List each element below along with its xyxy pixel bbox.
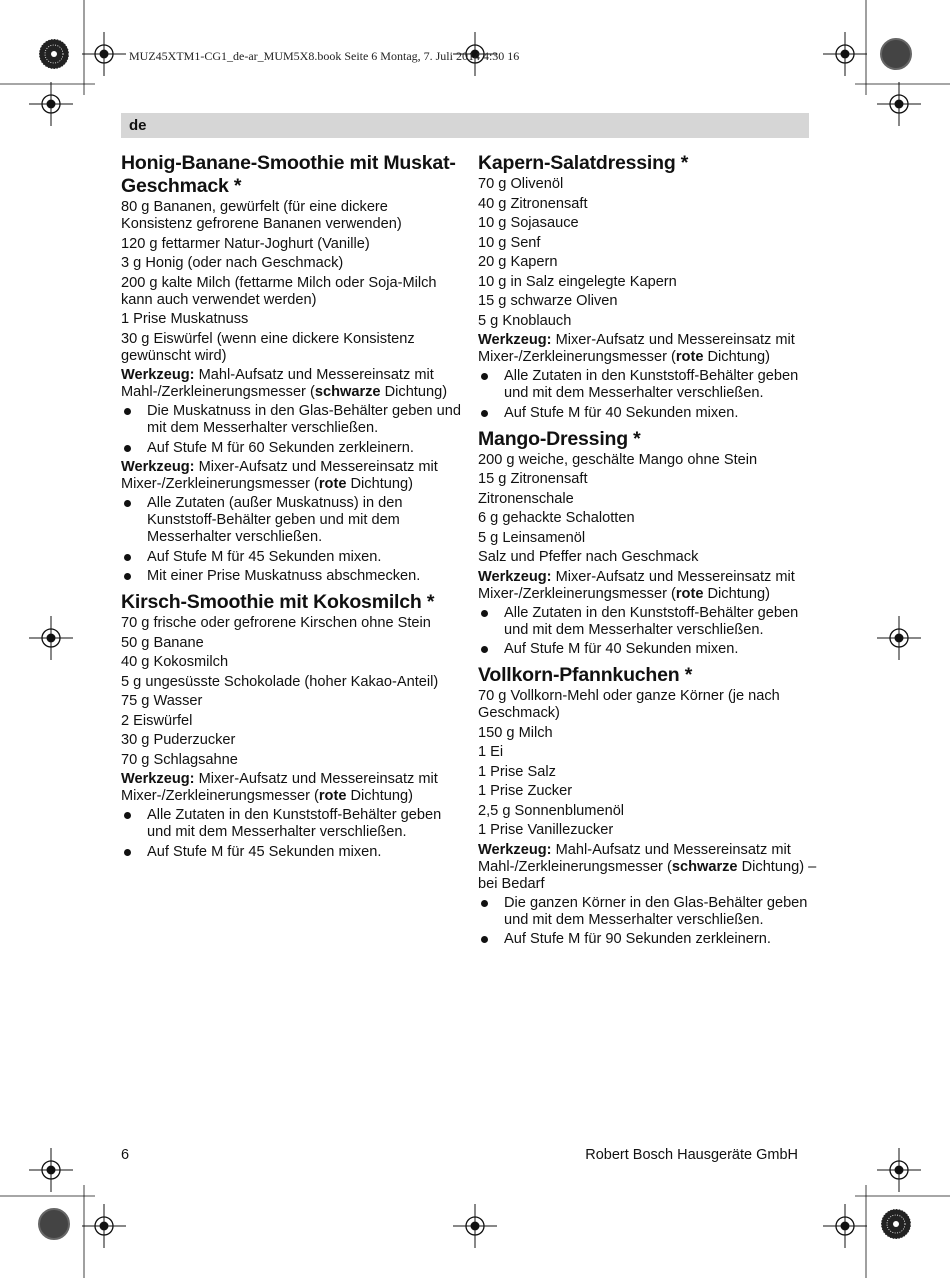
language-label: de [129, 117, 147, 134]
ingredient-line: Zitronenschale [478, 490, 574, 507]
ingredient-line: 10 g in Salz eingelegte Kapern [478, 273, 677, 290]
tool-text: Mixer-Aufsatz und Messereinsatz mit Mixer-/Zerkleinerungsmesser ( [121, 771, 438, 804]
ingredient-line: 2,5 g Sonnenblumenöl [478, 802, 625, 819]
ingredient-line: 40 g Kokosmilch [121, 654, 229, 670]
seal-color: rote [318, 788, 347, 804]
tool-label: Werkzeug: [121, 367, 195, 383]
ingredient-line: 1 Prise Vanillezucker [478, 822, 614, 838]
ingredient-line: 70 g Schlagsahne [121, 751, 238, 768]
seal-color: rote [675, 349, 704, 365]
ingredient-line: 3 g Honig (oder nach Geschmack) [121, 255, 344, 271]
recipe-title: Kirsch-Smoothie mit Kokosmilch * [121, 591, 435, 613]
tool-instruction [478, 842, 818, 893]
step-list [121, 495, 461, 585]
tool-text: Mixer-Aufsatz und Messereinsatz mit Mixer-/Zerkleinerungsmesser ( [121, 459, 438, 492]
ingredient-line: 40 g Zitronensaft [478, 195, 588, 212]
step-item: Auf Stufe M für 45 Sekunden mixen. [121, 549, 461, 566]
ingredient-line: 20 g Kapern [478, 254, 558, 270]
ingredient-line: 1 Prise Salz [478, 763, 556, 780]
tool-label: Werkzeug: [478, 332, 552, 348]
tool-label: Werkzeug: [478, 568, 552, 585]
ingredient-line: 200 g weiche, geschälte Mango ohne Stein [478, 451, 758, 468]
ingredient-line: 1 Prise Zucker [478, 783, 573, 799]
ingredient-line: 10 g Senf [478, 234, 541, 251]
tool-text: Mahl-Aufsatz und Messereinsatz mit Mahl-/Zerkleinerungsmesser ( [121, 367, 434, 400]
step-list [121, 403, 461, 457]
step-item: Alle Zutaten (außer Muskatnuss) in den Kunststoff-Behälter geben und mit dem Messerhalter verschließen. [121, 495, 461, 546]
step-item: Alle Zutaten in den Kunststoff-Behälter geben und mit dem Messerhalter verschließen. [478, 368, 818, 402]
ingredient-line: 70 g frische oder gefrorene Kirschen ohne Stein [121, 615, 431, 631]
ingredient-line: 30 g Eiswürfel (wenn eine dickere Konsistenz gewünscht wird) [121, 330, 415, 364]
tool-text: Mahl-Aufsatz und Messereinsatz mit Mahl-/Zerkleinerungsmesser ( [478, 841, 791, 875]
step-item: Die Muskatnuss in den Glas-Behälter geben und mit dem Messerhalter verschließen. [121, 403, 461, 437]
recipe-title: Kapern-Salatdressing * [478, 152, 689, 174]
recipe-title: Vollkorn-Pfannkuchen * [478, 664, 693, 686]
tool-instruction [478, 332, 818, 366]
tool-text-end: Dichtung) [346, 788, 413, 804]
ingredient-line: 70 g Olivenöl [478, 176, 564, 192]
tool-text-end: Dichtung) [346, 476, 413, 492]
tool-text-end: Dichtung) [703, 349, 770, 365]
step-item: Auf Stufe M für 45 Sekunden mixen. [121, 844, 461, 861]
tool-text-end: Dichtung) [703, 585, 770, 602]
step-item: Auf Stufe M für 40 Sekunden mixen. [478, 405, 818, 422]
ingredient-line: 5 g ungesüsste Schokolade (hoher Kakao-Anteil) [121, 673, 439, 690]
step-item: Die ganzen Körner in den Glas-Behälter geben und mit dem Messerhalter verschließen. [478, 895, 818, 929]
recipe-section [478, 428, 818, 659]
recipe-title: Honig-Banane-Smoothie mit Muskat-Geschmack * [121, 152, 456, 197]
step-item: Auf Stufe M für 40 Sekunden mixen. [478, 641, 818, 658]
ingredient-line: 75 g Wasser [121, 693, 203, 709]
ingredient-line: Salz und Pfeffer nach Geschmack [478, 549, 699, 565]
step-list [478, 895, 818, 949]
ingredient-line: 5 g Leinsamenöl [478, 529, 586, 546]
ingredient-line: 50 g Banane [121, 634, 204, 651]
tool-label: Werkzeug: [121, 771, 195, 787]
recipe-section [121, 591, 461, 861]
book-header-line: MUZ45XTM1-CG1_de-ar_MUM5X8.book Seite 6 Montag, 7. Juli 2014 4:30 16 [129, 49, 520, 63]
seal-color: rote [318, 476, 347, 492]
recipe-section [478, 664, 818, 948]
ingredient-line: 150 g Milch [478, 724, 553, 741]
recipe-title: Mango-Dressing * [478, 427, 641, 450]
ingredient-line: 15 g Zitronensaft [478, 471, 588, 487]
step-item: Auf Stufe M für 60 Sekunden zerkleinern. [121, 440, 461, 457]
tool-instruction [121, 771, 461, 805]
step-item: Mit einer Prise Muskatnuss abschmecken. [121, 568, 461, 585]
seal-color: schwarze [671, 858, 738, 875]
footer-company: Robert Bosch Hausgeräte GmbH [585, 1147, 798, 1163]
tool-instruction [121, 367, 461, 401]
recipe-section [478, 152, 818, 422]
ingredient-line: 2 Eiswürfel [121, 712, 193, 729]
page-number: 6 [121, 1147, 130, 1163]
step-list [478, 368, 818, 422]
tool-text: Mixer-Aufsatz und Messereinsatz mit Mixer-/Zerkleinerungsmesser ( [478, 332, 795, 365]
step-item: Auf Stufe M für 90 Sekunden zerkleinern. [478, 931, 818, 948]
language-bar [121, 113, 809, 138]
step-list [478, 605, 818, 659]
ingredient-line: 30 g Puderzucker [121, 732, 236, 748]
tool-text: Mixer-Aufsatz und Messereinsatz mit Mixer-/Zerkleinerungsmesser ( [478, 568, 795, 602]
recipe-section [121, 152, 461, 585]
left-column [121, 152, 461, 867]
seal-color: schwarze [314, 384, 381, 400]
seal-color: rote [675, 585, 704, 602]
tool-label: Werkzeug: [121, 459, 195, 475]
ingredient-line: 10 g Sojasauce [478, 215, 579, 231]
ingredient-line: 120 g fettarmer Natur-Joghurt (Vanille) [121, 235, 370, 252]
ingredient-line: 80 g Bananen, gewürfelt (für eine dickere Konsistenz gefrorene Bananen verwenden) [121, 199, 402, 232]
step-item: Alle Zutaten in den Kunststoff-Behälter geben und mit dem Messerhalter verschließen. [478, 605, 818, 639]
ingredient-line: 1 Prise Muskatnuss [121, 311, 249, 327]
ingredient-line: 5 g Knoblauch [478, 312, 572, 329]
tool-text-end: Dichtung) [380, 384, 448, 400]
tool-instruction [121, 459, 461, 493]
ingredient-line: 1 Ei [478, 744, 504, 760]
step-list [121, 807, 461, 861]
ingredient-line: 15 g schwarze Oliven [478, 293, 618, 309]
right-column [478, 152, 818, 954]
ingredient-line: 200 g kalte Milch (fettarme Milch oder Soja-Milch kann auch verwendet werden) [121, 274, 437, 308]
tool-label: Werkzeug: [478, 841, 552, 858]
tool-text-end: Dichtung) – bei Bedarf [478, 858, 817, 892]
tool-instruction [478, 569, 818, 603]
ingredient-line: 6 g gehackte Schalotten [478, 510, 635, 526]
step-item: Alle Zutaten in den Kunststoff-Behälter geben und mit dem Messerhalter verschließen. [121, 807, 461, 841]
ingredient-line: 70 g Vollkorn-Mehl oder ganze Körner (je nach Geschmack) [478, 688, 780, 721]
